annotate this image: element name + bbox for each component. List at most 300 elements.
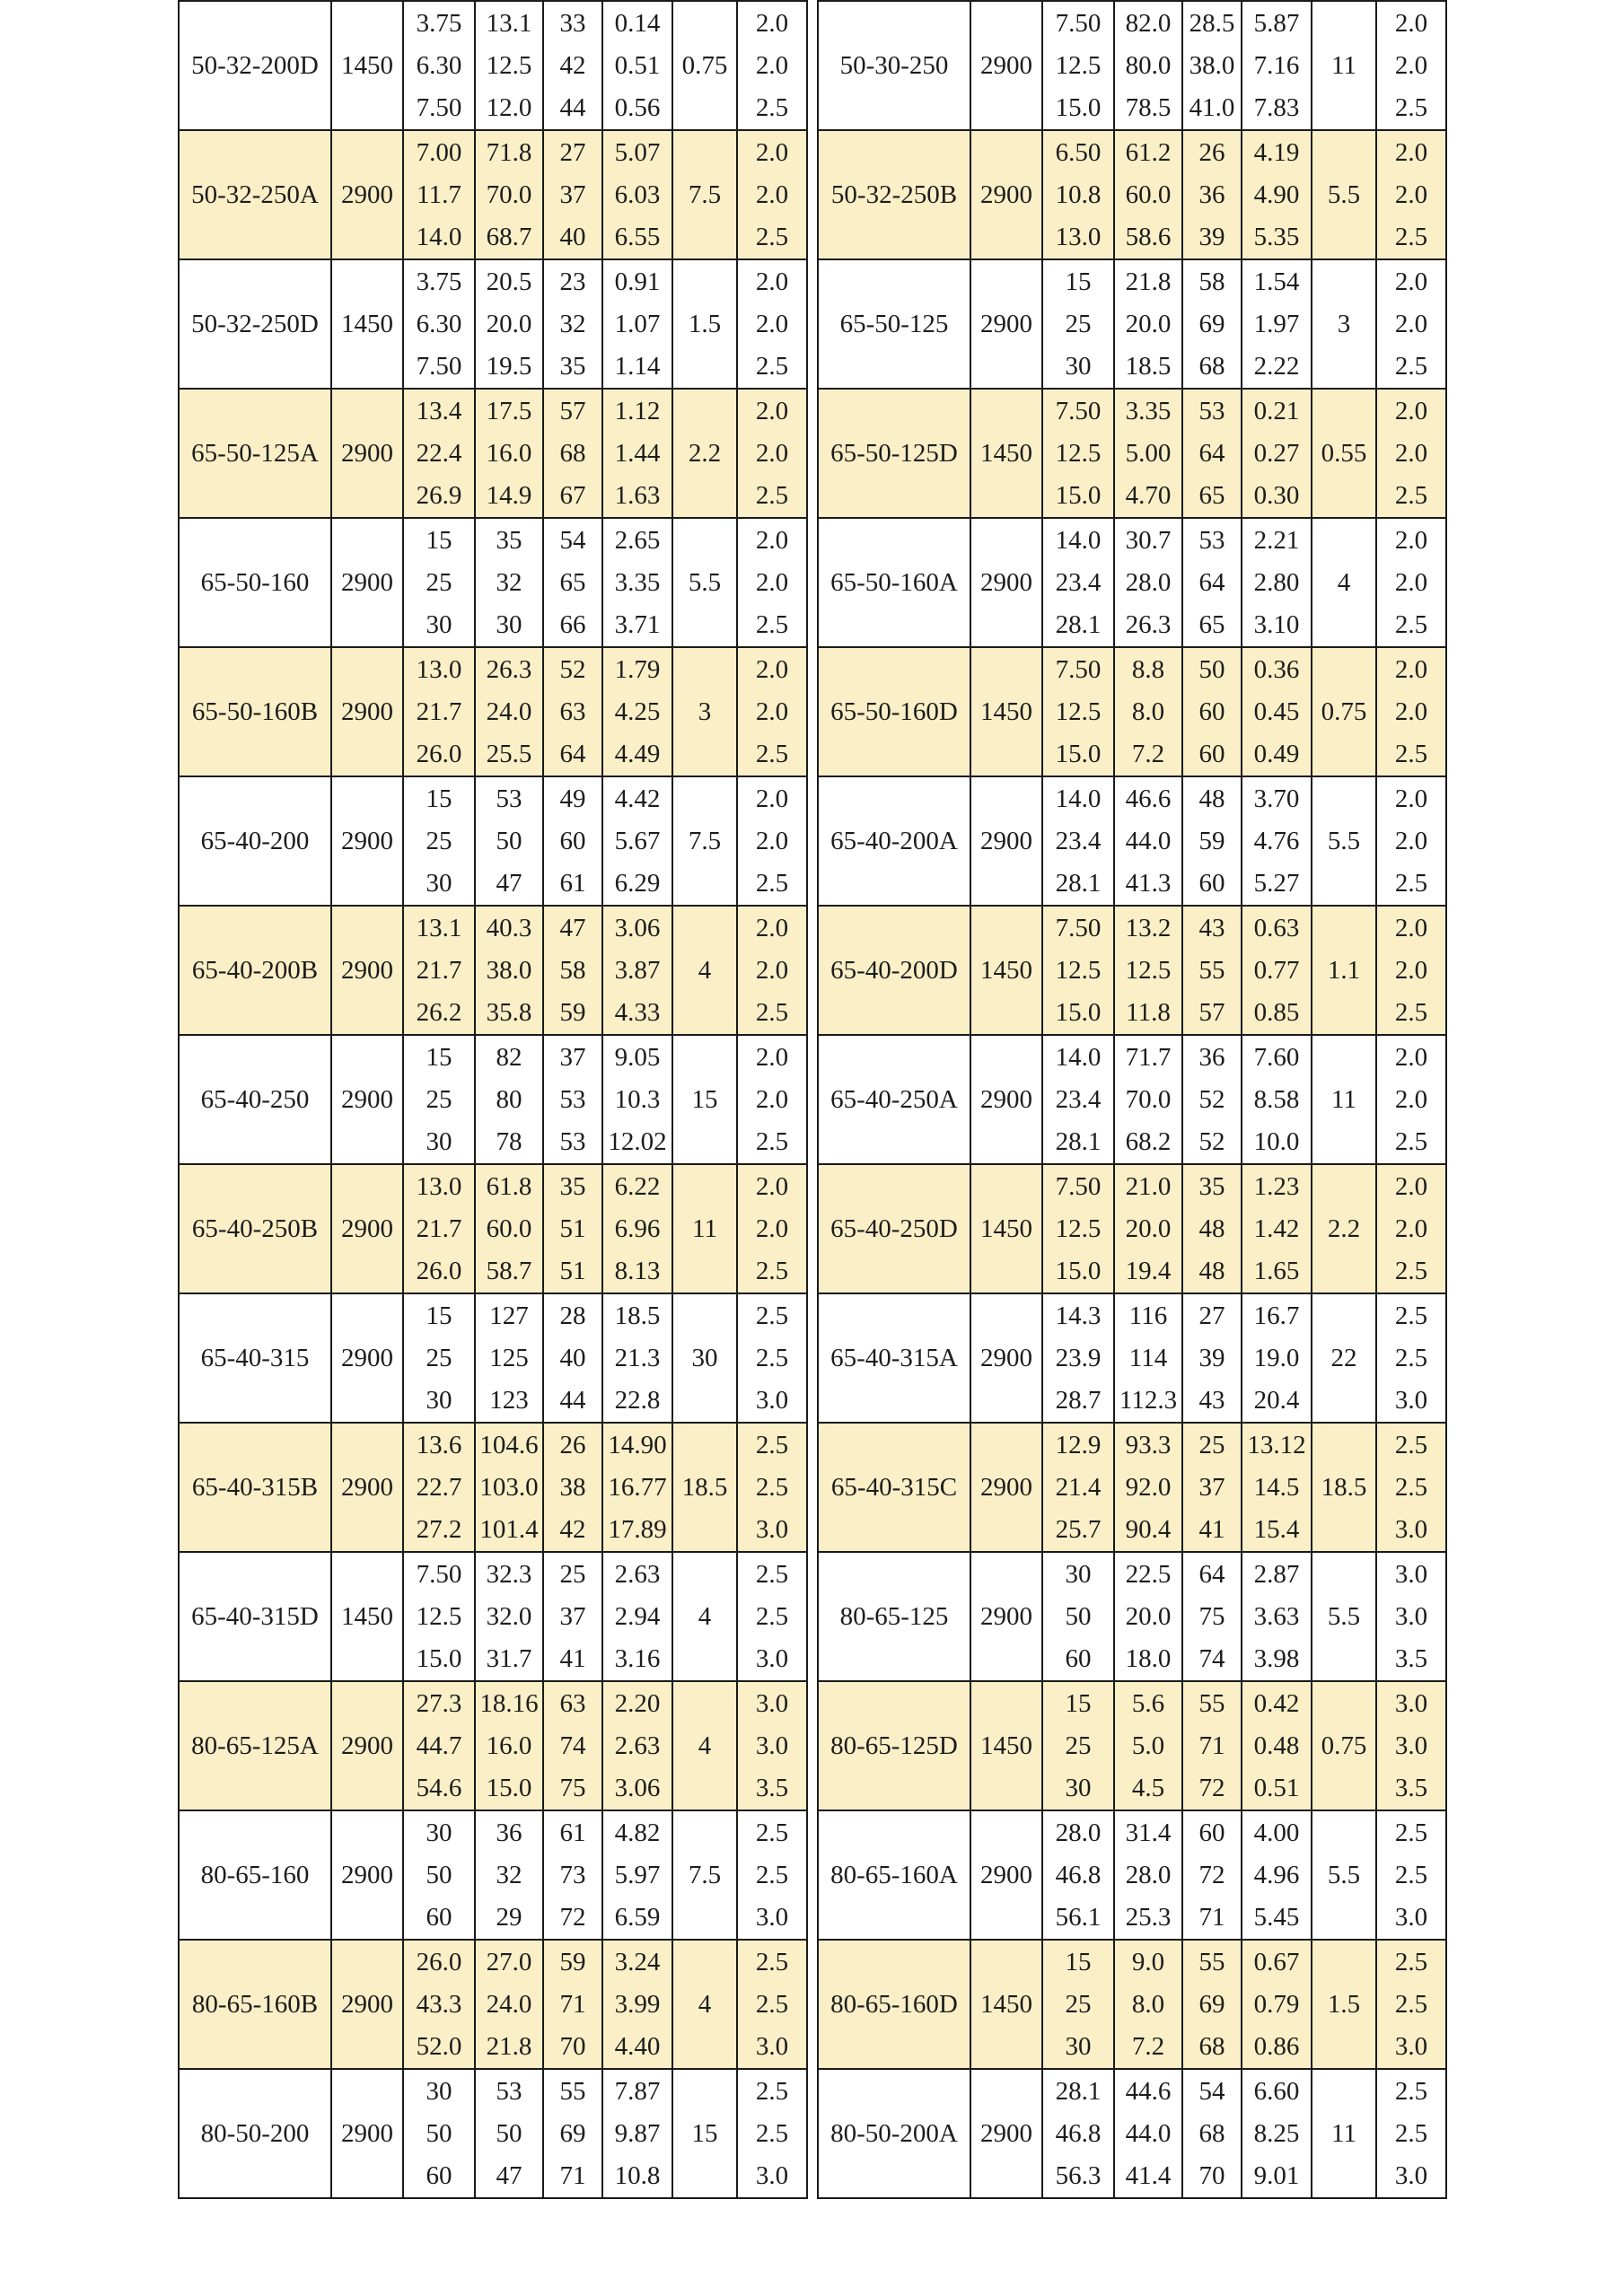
value-line: 2.5 [755, 1126, 789, 1156]
value-line: 2.0 [1394, 309, 1428, 338]
value-line: 0.45 [1253, 697, 1300, 726]
value-line: 56.3 [1055, 2160, 1102, 2190]
pump-row [818, 1681, 1446, 1810]
value-line: 18.5 [614, 1301, 661, 1330]
motor-power-cell: 15 [672, 1035, 737, 1164]
power-cell [1242, 2069, 1312, 2198]
efficiency-cell [1182, 1681, 1242, 1810]
pump-spec-table-sheet [178, 0, 1447, 2199]
power-cell [602, 2069, 672, 2198]
pump-row [179, 389, 807, 518]
value-line: 60 [1198, 868, 1225, 898]
pump-row [818, 1810, 1446, 1940]
value-line: 67 [559, 480, 586, 510]
model-cell: 65-40-200 [179, 776, 331, 906]
power-cell [602, 1681, 672, 1810]
model-cell: 80-65-160D [818, 1940, 970, 2069]
value-line: 2.0 [755, 1171, 789, 1201]
value-line: 15.0 [486, 1773, 532, 1802]
model-cell: 50-30-250 [818, 1, 970, 130]
motor-power-cell: 7.5 [672, 776, 737, 906]
value-line: 3.70 [1253, 784, 1300, 813]
model-cell: 80-50-200 [179, 2069, 331, 2198]
value-line: 12.5 [416, 1601, 462, 1631]
value-line: 41.0 [1189, 92, 1235, 122]
speed-cell: 2900 [331, 776, 403, 906]
head-cell [1114, 2069, 1182, 2198]
head-cell [475, 1164, 543, 1293]
speed-cell: 1450 [970, 1164, 1042, 1293]
value-line: 41.4 [1125, 2160, 1172, 2190]
value-line: 52 [1198, 1084, 1225, 1114]
value-line: 116 [1128, 1301, 1168, 1330]
npsh-cell [1376, 1681, 1446, 1810]
value-line: 1.97 [1253, 309, 1300, 338]
speed-cell: 1450 [331, 259, 403, 389]
pump-row [818, 389, 1446, 518]
value-line: 30 [426, 609, 452, 639]
value-line: 1.14 [614, 351, 661, 381]
speed-cell: 2900 [331, 647, 403, 776]
flow-cell [403, 1423, 475, 1552]
speed-cell: 2900 [331, 389, 403, 518]
value-line: 15 [1065, 1947, 1092, 1976]
value-line: 5.6 [1131, 1688, 1165, 1718]
value-line: 2.0 [1394, 396, 1428, 425]
value-line: 35 [559, 351, 586, 381]
flow-cell [1042, 1035, 1114, 1164]
value-line: 2.5 [1394, 1256, 1428, 1285]
value-line: 2.5 [1394, 222, 1428, 251]
value-line: 48 [1198, 784, 1225, 813]
efficiency-cell [543, 1035, 602, 1164]
flow-cell [403, 2069, 475, 2198]
value-line: 15.4 [1253, 1514, 1300, 1544]
flow-cell [1042, 647, 1114, 776]
efficiency-cell [543, 130, 602, 259]
head-cell [475, 130, 543, 259]
power-cell [1242, 389, 1312, 518]
value-line: 7.50 [416, 351, 462, 381]
value-line: 23.4 [1055, 567, 1102, 597]
power-cell [602, 776, 672, 906]
value-line: 50 [1198, 654, 1225, 684]
flow-cell [1042, 1423, 1114, 1552]
value-line: 17.89 [608, 1514, 667, 1544]
model-cell: 80-65-125D [818, 1681, 970, 1810]
value-line: 2.0 [755, 396, 789, 425]
npsh-cell [737, 1035, 807, 1164]
value-line: 127 [489, 1301, 529, 1330]
left-table [178, 0, 808, 2199]
flow-cell [403, 1293, 475, 1423]
npsh-cell [737, 2069, 807, 2198]
speed-cell: 2900 [970, 1810, 1042, 1940]
model-cell: 50-32-250D [179, 259, 331, 389]
value-line: 4.42 [614, 784, 661, 813]
value-line: 12.0 [486, 92, 532, 122]
value-line: 12.5 [1055, 1214, 1102, 1243]
value-line: 60.0 [1125, 180, 1172, 209]
speed-cell: 2900 [970, 1552, 1042, 1681]
value-line: 2.5 [1394, 868, 1428, 898]
value-line: 15.0 [1055, 739, 1102, 768]
value-line: 12.5 [1055, 50, 1102, 80]
value-line: 55 [1198, 1947, 1225, 1976]
npsh-cell [737, 776, 807, 906]
value-line: 53 [559, 1084, 586, 1114]
value-line: 2.5 [755, 2118, 789, 2148]
value-line: 112.3 [1119, 1385, 1178, 1415]
value-line: 35.8 [486, 997, 532, 1027]
head-cell [1114, 389, 1182, 518]
efficiency-cell [543, 1552, 602, 1681]
npsh-cell [1376, 1810, 1446, 1940]
value-line: 58 [1198, 267, 1225, 296]
value-line: 46.8 [1055, 1860, 1102, 1889]
value-line: 25 [426, 567, 452, 597]
npsh-cell [737, 518, 807, 647]
value-line: 3.10 [1253, 609, 1300, 639]
head-cell [475, 2069, 543, 2198]
value-line: 3.0 [1394, 1731, 1428, 1760]
value-line: 30 [1065, 2031, 1092, 2061]
value-line: 8.58 [1253, 1084, 1300, 1114]
flow-cell [403, 647, 475, 776]
model-cell: 65-40-200D [818, 906, 970, 1035]
speed-cell: 2900 [331, 1810, 403, 1940]
value-line: 9.87 [614, 2118, 661, 2148]
flow-cell [1042, 1681, 1114, 1810]
value-line: 72 [1198, 1773, 1225, 1802]
model-cell: 80-65-125 [818, 1552, 970, 1681]
value-line: 15.0 [1055, 480, 1102, 510]
value-line: 2.0 [1394, 784, 1428, 813]
value-line: 68.7 [486, 222, 532, 251]
value-line: 75 [559, 1773, 586, 1802]
value-line: 22.8 [614, 1385, 661, 1415]
value-line: 3.0 [1394, 1385, 1428, 1415]
value-line: 43.3 [416, 1989, 462, 2019]
value-line: 2.0 [1394, 1084, 1428, 1114]
value-line: 2.5 [1394, 351, 1428, 381]
value-line: 2.0 [1394, 1042, 1428, 1072]
efficiency-cell [1182, 1, 1242, 130]
value-line: 41.3 [1125, 868, 1172, 898]
value-line: 3.0 [755, 1902, 789, 1932]
flow-cell [1042, 1164, 1114, 1293]
motor-power-cell: 2.2 [1312, 1164, 1376, 1293]
value-line: 2.0 [1394, 525, 1428, 555]
value-line: 26.0 [416, 1947, 462, 1976]
value-line: 28 [559, 1301, 586, 1330]
value-line: 1.63 [614, 480, 661, 510]
value-line: 3.75 [416, 8, 462, 38]
motor-power-cell: 0.75 [1312, 647, 1376, 776]
value-line: 4.82 [614, 1818, 661, 1847]
value-line: 21.4 [1055, 1472, 1102, 1502]
value-line: 56.1 [1055, 1902, 1102, 1932]
value-line: 9.05 [614, 1042, 661, 1072]
value-line: 7.50 [1055, 396, 1102, 425]
npsh-cell [1376, 906, 1446, 1035]
value-line: 2.20 [614, 1688, 661, 1718]
value-line: 6.50 [1055, 137, 1102, 167]
value-line: 14.0 [1055, 525, 1102, 555]
flow-cell [1042, 1293, 1114, 1423]
value-line: 0.63 [1253, 913, 1300, 942]
value-line: 53 [496, 2076, 522, 2106]
value-line: 30 [1065, 1559, 1092, 1589]
value-line: 40 [559, 1343, 586, 1372]
value-line: 32 [496, 1860, 522, 1889]
value-line: 28.1 [1055, 868, 1102, 898]
value-line: 2.80 [1253, 567, 1300, 597]
value-line: 2.0 [1394, 1214, 1428, 1243]
power-cell [1242, 1035, 1312, 1164]
pump-row [818, 1035, 1446, 1164]
speed-cell: 1450 [331, 1552, 403, 1681]
efficiency-cell [1182, 1293, 1242, 1423]
value-line: 37 [1198, 1472, 1225, 1502]
value-line: 7.83 [1253, 92, 1300, 122]
value-line: 71 [559, 1989, 586, 2019]
value-line: 2.5 [1394, 1860, 1428, 1889]
value-line: 2.5 [1394, 997, 1428, 1027]
value-line: 2.5 [1394, 739, 1428, 768]
pump-row [818, 1940, 1446, 2069]
value-line: 73 [559, 1860, 586, 1889]
value-line: 15.0 [416, 1643, 462, 1673]
model-cell: 65-50-160 [179, 518, 331, 647]
value-line: 2.0 [755, 955, 789, 985]
value-line: 2.5 [755, 1989, 789, 2019]
power-cell [1242, 1940, 1312, 2069]
value-line: 6.60 [1253, 2076, 1300, 2106]
flow-cell [1042, 518, 1114, 647]
value-line: 60 [426, 1902, 452, 1932]
value-line: 21.7 [416, 955, 462, 985]
value-line: 39 [1198, 1343, 1225, 1372]
value-line: 12.9 [1055, 1430, 1102, 1459]
efficiency-cell [1182, 1810, 1242, 1940]
value-line: 2.0 [755, 8, 789, 38]
value-line: 2.5 [1394, 1472, 1428, 1502]
motor-power-cell: 5.5 [1312, 1810, 1376, 1940]
value-line: 4.70 [1125, 480, 1172, 510]
npsh-cell [737, 130, 807, 259]
efficiency-cell [1182, 1940, 1242, 2069]
flow-cell [403, 1, 475, 130]
value-line: 68 [1198, 2031, 1225, 2061]
value-line: 2.0 [755, 1042, 789, 1072]
value-line: 2.0 [755, 1084, 789, 1114]
speed-cell: 2900 [970, 130, 1042, 259]
pump-row [818, 259, 1446, 389]
value-line: 12.02 [608, 1126, 667, 1156]
efficiency-cell [543, 1, 602, 130]
power-cell [1242, 776, 1312, 906]
value-line: 5.45 [1253, 1902, 1300, 1932]
model-cell: 65-50-160D [818, 647, 970, 776]
value-line: 2.0 [755, 784, 789, 813]
value-line: 41 [1198, 1514, 1225, 1544]
model-cell: 65-40-250 [179, 1035, 331, 1164]
value-line: 14.3 [1055, 1301, 1102, 1330]
npsh-cell [1376, 1, 1446, 130]
efficiency-cell [543, 259, 602, 389]
value-line: 21.8 [1125, 267, 1172, 296]
flow-cell [403, 1035, 475, 1164]
value-line: 38.0 [1189, 50, 1235, 80]
head-cell [1114, 259, 1182, 389]
value-line: 49 [559, 784, 586, 813]
value-line: 13.6 [416, 1430, 462, 1459]
value-line: 2.0 [1394, 180, 1428, 209]
value-line: 38.0 [486, 955, 532, 985]
value-line: 6.22 [614, 1171, 661, 1201]
efficiency-cell [543, 2069, 602, 2198]
value-line: 6.59 [614, 1902, 661, 1932]
motor-power-cell: 0.55 [1312, 389, 1376, 518]
value-line: 2.0 [1394, 8, 1428, 38]
value-line: 70.0 [486, 180, 532, 209]
value-line: 53 [1198, 525, 1225, 555]
value-line: 31.7 [486, 1643, 532, 1673]
value-line: 2.5 [755, 1343, 789, 1372]
value-line: 71.7 [1125, 1042, 1172, 1072]
motor-power-cell: 11 [672, 1164, 737, 1293]
value-line: 3.0 [1394, 1601, 1428, 1631]
pump-row [179, 1940, 807, 2069]
pump-row [179, 647, 807, 776]
value-line: 11.7 [417, 180, 461, 209]
value-line: 0.77 [1253, 955, 1300, 985]
value-line: 14.0 [1055, 1042, 1102, 1072]
pump-row [818, 2069, 1446, 2198]
value-line: 0.56 [614, 92, 661, 122]
value-line: 2.0 [755, 567, 789, 597]
value-line: 2.0 [1394, 697, 1428, 726]
model-cell: 50-32-250B [818, 130, 970, 259]
value-line: 2.5 [755, 609, 789, 639]
motor-power-cell: 18.5 [672, 1423, 737, 1552]
power-cell [602, 130, 672, 259]
value-line: 13.4 [416, 396, 462, 425]
value-line: 2.63 [614, 1731, 661, 1760]
speed-cell: 2900 [970, 1293, 1042, 1423]
value-line: 2.0 [1394, 826, 1428, 855]
pump-row [818, 1552, 1446, 1681]
efficiency-cell [543, 647, 602, 776]
flow-cell [1042, 259, 1114, 389]
value-line: 13.1 [486, 8, 532, 38]
efficiency-cell [1182, 259, 1242, 389]
value-line: 7.87 [614, 2076, 661, 2106]
value-line: 0.91 [614, 267, 661, 296]
value-line: 3.75 [416, 267, 462, 296]
value-line: 55 [1198, 1688, 1225, 1718]
value-line: 35 [496, 525, 522, 555]
flow-cell [403, 1164, 475, 1293]
value-line: 60 [559, 826, 586, 855]
model-cell: 80-65-125A [179, 1681, 331, 1810]
power-cell [602, 906, 672, 1035]
speed-cell: 2900 [970, 1035, 1042, 1164]
power-cell [602, 1164, 672, 1293]
value-line: 28.5 [1189, 8, 1235, 38]
value-line: 50 [426, 1860, 452, 1889]
value-line: 114 [1128, 1343, 1168, 1372]
efficiency-cell [1182, 1164, 1242, 1293]
value-line: 6.03 [614, 180, 661, 209]
value-line: 4.5 [1131, 1773, 1165, 1802]
power-cell [602, 518, 672, 647]
motor-power-cell: 4 [672, 1552, 737, 1681]
value-line: 64 [559, 739, 586, 768]
speed-cell: 2900 [331, 518, 403, 647]
head-cell [1114, 1810, 1182, 1940]
value-line: 2.5 [755, 1601, 789, 1631]
value-line: 58.7 [486, 1256, 532, 1285]
value-line: 16.77 [608, 1472, 667, 1502]
head-cell [1114, 1293, 1182, 1423]
value-line: 2.0 [755, 525, 789, 555]
head-cell [1114, 1940, 1182, 2069]
value-line: 47 [496, 2160, 522, 2190]
value-line: 2.0 [755, 267, 789, 296]
value-line: 38 [559, 1472, 586, 1502]
value-line: 36 [1198, 1042, 1225, 1072]
value-line: 44.0 [1125, 826, 1172, 855]
value-line: 55 [1198, 955, 1225, 985]
power-cell [1242, 647, 1312, 776]
head-cell [475, 389, 543, 518]
value-line: 14.5 [1253, 1472, 1300, 1502]
value-line: 27.0 [486, 1947, 532, 1976]
value-line: 30.7 [1125, 525, 1172, 555]
value-line: 30 [1065, 1773, 1092, 1802]
value-line: 7.50 [416, 92, 462, 122]
value-line: 2.63 [614, 1559, 661, 1589]
npsh-cell [1376, 2069, 1446, 2198]
value-line: 25 [426, 1084, 452, 1114]
value-line: 68.2 [1125, 1126, 1172, 1156]
value-line: 5.97 [614, 1860, 661, 1889]
value-line: 70.0 [1125, 1084, 1172, 1114]
head-cell [475, 518, 543, 647]
head-cell [1114, 1035, 1182, 1164]
speed-cell: 1450 [970, 1940, 1042, 2069]
value-line: 42 [559, 1514, 586, 1544]
value-line: 46.8 [1055, 2118, 1102, 2148]
npsh-cell [737, 1810, 807, 1940]
value-line: 20.0 [486, 309, 532, 338]
value-line: 9.01 [1253, 2160, 1300, 2190]
power-cell [1242, 1164, 1312, 1293]
value-line: 5.07 [614, 137, 661, 167]
value-line: 26 [1198, 137, 1225, 167]
efficiency-cell [543, 776, 602, 906]
value-line: 71.8 [486, 137, 532, 167]
value-line: 3.63 [1253, 1601, 1300, 1631]
value-line: 2.21 [1253, 525, 1300, 555]
motor-power-cell: 1.5 [1312, 1940, 1376, 2069]
value-line: 60 [426, 2160, 452, 2190]
model-cell: 80-50-200A [818, 2069, 970, 2198]
power-cell [1242, 1423, 1312, 1552]
motor-power-cell: 7.5 [672, 130, 737, 259]
